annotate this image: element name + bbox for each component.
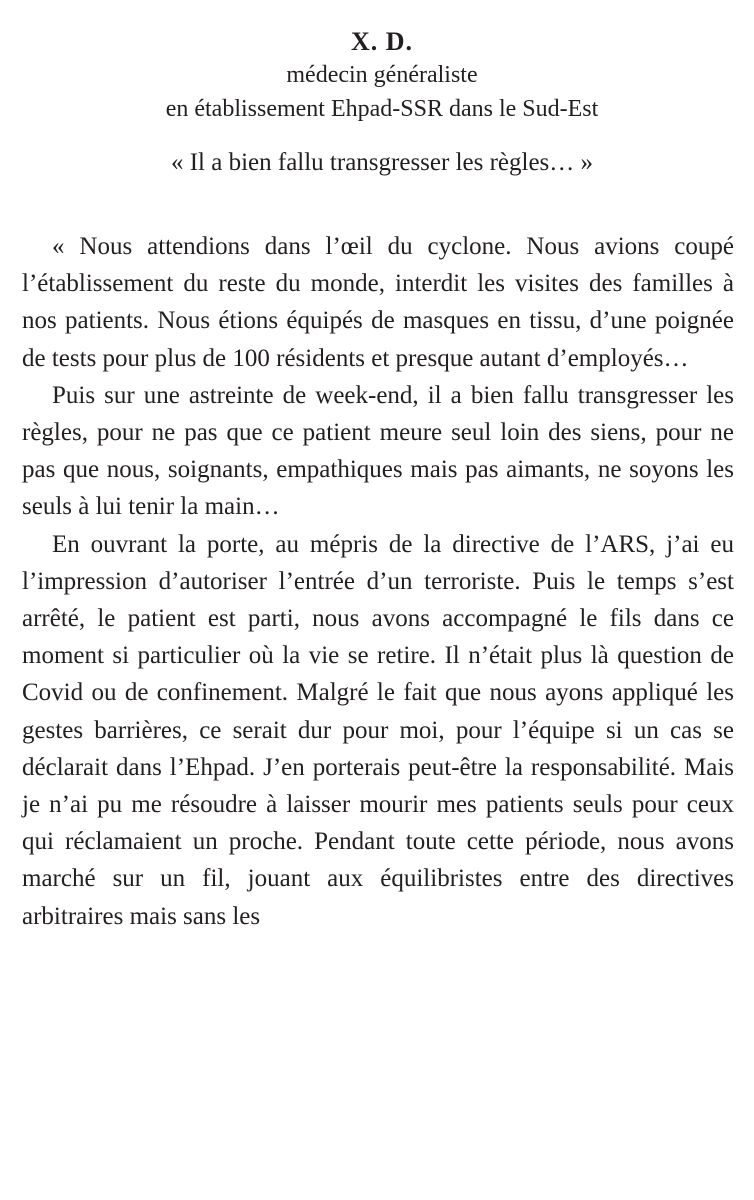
paragraph-2: Puis sur une astreinte de week-end, il a bien fallu transgresser les règles, pour ne pas que ce patient meure seul loin des siens, pour ne pas que nous, soignants, empathiques mais pas aimants, ne soyons les seuls à lui tenir la main… [22,381,734,521]
paragraph-1: « Nous attendions dans l’œil du cyclone. Nous avions coupé l’établissement du reste du monde, interdit les visites des familles à nos patients. Nous étions équipés de masques en tissu, d’une poignée de tests pour plus de 100 résidents et presque autant d’employés… [22,233,734,372]
testimony-body [22,228,734,935]
author-role-line-1: médecin généraliste [286,62,478,88]
testimony-title-quote: « Il a bien fallu transgresser les règles… » [170,149,594,176]
paragraph-3: En ouvrant la porte, au mépris de la directive de l’ARS, j’ai eu l’impression d’autoriser l’entrée d’un terroriste. Puis le temps s’est arrêté, le patient est parti, nous avons accompagné le fils dans ce moment si particulier où la vie se retire. Il n’était plus là question de Covid ou de confinement. Malgré le fait que nous ayons appliqué les gestes barrières, ce serait dur pour moi, pour l’équipe si un cas se déclarait dans l’Ehpad. J’en porterais peut-être la responsabilité. Mais je n’ai pu me résoudre à laisser mourir mes patients seuls pour ceux qui réclamaient un proche. Pendant toute cette période, nous avons marché sur un fil, jouant aux équilibristes entre des directives arbitraires mais sans les [22,530,734,930]
author-name: X. D. [350,27,414,56]
author-role-line-2: en établissement Ehpad-SSR dans le Sud-Est [165,96,599,122]
chapter-header [30,26,734,180]
book-page [22,0,734,1200]
